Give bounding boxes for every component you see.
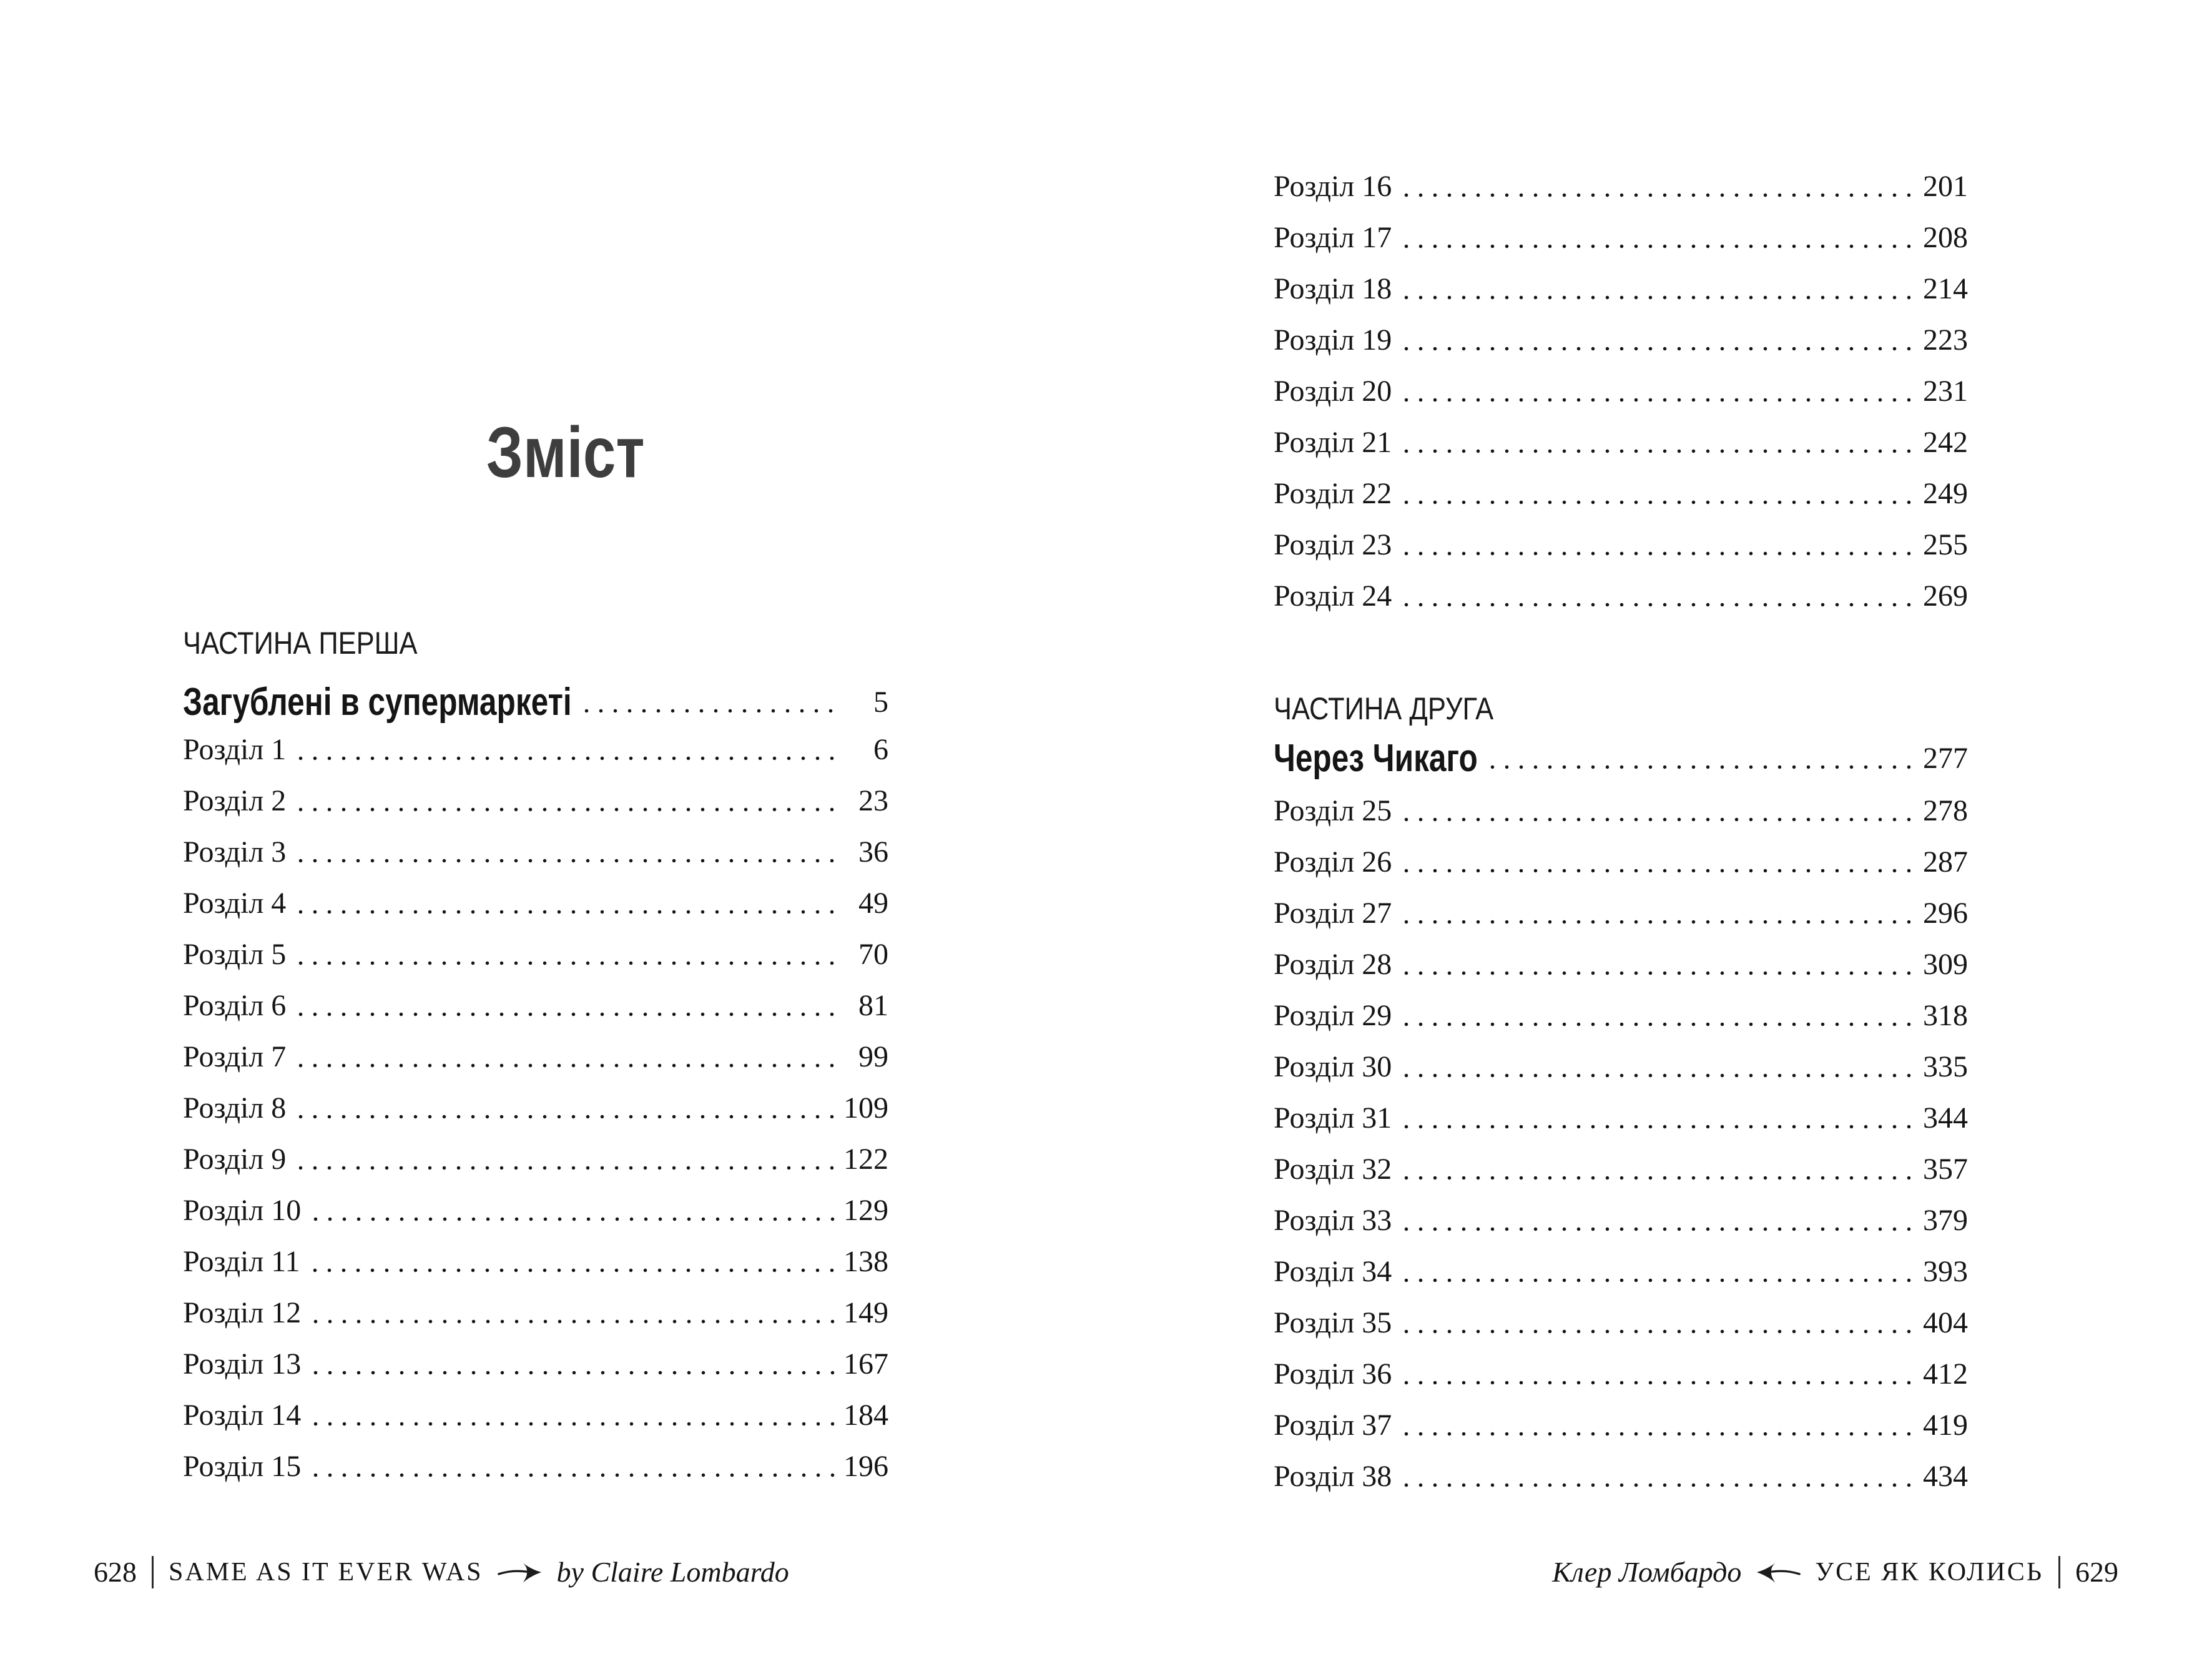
dot-leader [1399,571,1918,622]
toc-entry [183,1287,888,1339]
toc-entry-label: Розділ 17 [1274,221,1392,254]
toc-entry [1274,468,1968,519]
toc-entry-page: 36 [858,835,888,869]
footer-byline: by Claire Lombardo [556,1556,789,1588]
toc-entry-page: 249 [1923,477,1968,510]
toc-entry-page: 138 [843,1245,888,1278]
part-two-title-entry [1274,733,1968,784]
toc-entry-page: 167 [843,1347,888,1381]
toc-entry-label: Розділ 24 [1274,579,1392,613]
toc-entry-label: Розділ 23 [1274,528,1392,561]
dot-leader [293,878,838,929]
toc-entry [1274,315,1968,366]
toc-entry-page: 393 [1923,1255,1968,1288]
dot-leader [1399,263,1918,315]
toc-entry-label: Розділ 15 [183,1450,302,1483]
toc-entry-page: 149 [843,1296,888,1329]
toc-entry-label: Розділ 26 [1274,845,1392,879]
toc-entry-page: 357 [1923,1153,1968,1186]
toc-entry-page: 196 [843,1450,888,1483]
dot-leader [1399,1246,1918,1297]
part-two-label: ЧАСТИНА ДРУГА [1274,691,1494,726]
dot-leader [1399,468,1918,519]
dot-leader [308,1390,838,1441]
toc-entry-page: 109 [843,1091,888,1125]
toc-entry-label: Розділ 29 [1274,999,1392,1032]
toc-entry [1274,1297,1968,1349]
toc-entry-page: 412 [1923,1357,1968,1391]
dot-leader [1399,1451,1918,1502]
toc-entry [1274,366,1968,417]
dot-leader [308,1441,838,1492]
dot-leader [293,1134,838,1185]
toc-entry-label: Розділ 2 [183,784,287,817]
dot-leader [1399,212,1918,263]
dot-leader [308,1287,838,1339]
toc-entry-label: Розділ 14 [183,1399,302,1432]
toc-entry-page: 208 [1923,221,1968,254]
toc-entry [1274,161,1968,212]
dot-leader [1399,939,1918,990]
toc-entry-label: Розділ 9 [183,1143,287,1176]
part-title-label: Через Чикаго [1274,737,1478,780]
toc-entry-page: 223 [1923,323,1968,357]
dot-leader [1399,1400,1918,1451]
part-title-page: 5 [873,686,888,719]
toc-entry [1274,417,1968,468]
toc-entry-page: 269 [1923,579,1968,613]
toc-entry [1274,1400,1968,1451]
left-page-chapter-list [183,724,888,1492]
right-page-chapter-list [1274,785,1968,1502]
toc-entry-label: Розділ 28 [1274,948,1392,981]
toc-entry-page: 278 [1923,794,1968,827]
toc-entry-label: Розділ 38 [1274,1460,1392,1493]
toc-entry-page: 231 [1923,375,1968,408]
toc-entry-page: 309 [1923,948,1968,981]
toc-entry-label: Розділ 6 [183,989,287,1022]
toc-entry-page: 129 [843,1194,888,1227]
toc-entry [1274,990,1968,1041]
toc-entry [1274,1451,1968,1502]
toc-entry [1274,263,1968,315]
toc-entry-page: 201 [1923,170,1968,203]
toc-entry-page: 318 [1923,999,1968,1032]
toc-entry-label: Розділ 7 [183,1040,287,1073]
toc-entry-page: 344 [1923,1101,1968,1135]
dot-leader [293,724,838,775]
dot-leader [1399,1041,1918,1093]
toc-entry-label: Розділ 11 [183,1245,300,1278]
toc-entry [1274,519,1968,571]
toc-entry-label: Розділ 4 [183,887,287,920]
toc-entry [183,827,888,878]
toc-entry-label: Розділ 31 [1274,1101,1392,1135]
toc-entry [1274,571,1968,622]
part-title-page: 277 [1923,742,1968,775]
toc-entry [183,1083,888,1134]
toc-entry [183,878,888,929]
toc-entry-label: Розділ 3 [183,835,287,869]
dot-leader [1399,519,1918,571]
toc-entry [1274,1195,1968,1246]
dot-leader [1485,733,1918,784]
toc-entry-label: Розділ 37 [1274,1409,1392,1442]
contents-title-block [183,413,888,493]
toc-entry [183,1339,888,1390]
toc-entry-page: 404 [1923,1306,1968,1339]
arrow-right-icon [496,1558,544,1587]
toc-entry-label: Розділ 34 [1274,1255,1392,1288]
dot-leader [308,1185,838,1236]
toc-entry [1274,939,1968,990]
toc-entry-page: 242 [1923,426,1968,459]
toc-entry-label: Розділ 32 [1274,1153,1392,1186]
dot-leader [293,1083,838,1134]
toc-entry-label: Розділ 8 [183,1091,287,1125]
footer-divider [152,1556,154,1588]
toc-entry [183,1236,888,1287]
dot-leader [1399,417,1918,468]
right-page-chapter-list-top [1274,161,1968,622]
toc-entry-page: 296 [1923,897,1968,930]
toc-entry-page: 49 [858,887,888,920]
dot-leader [1399,990,1918,1041]
dot-leader [1399,888,1918,939]
toc-entry-label: Розділ 27 [1274,897,1392,930]
toc-entry [1274,888,1968,939]
dot-leader [1399,1093,1918,1144]
toc-entry-label: Розділ 12 [183,1296,302,1329]
toc-entry [1274,1246,1968,1297]
toc-entry [183,1031,888,1083]
dot-leader [1399,161,1918,212]
dot-leader [1399,837,1918,888]
toc-entry-label: Розділ 16 [1274,170,1392,203]
toc-entry-label: Розділ 1 [183,733,287,766]
left-page-footer [94,1550,789,1595]
toc-entry [1274,1144,1968,1195]
toc-entry [183,929,888,980]
toc-entry [183,775,888,827]
arrow-left-icon [1754,1558,1802,1587]
toc-entry-page: 214 [1923,272,1968,305]
dot-leader [293,827,838,878]
toc-entry-label: Розділ 10 [183,1194,302,1227]
part-one-label: ЧАСТИНА ПЕРША [183,626,418,661]
toc-entry-label: Розділ 25 [1274,794,1392,827]
toc-entry-page: 255 [1923,528,1968,561]
toc-entry-page: 335 [1923,1050,1968,1083]
dot-leader [579,677,838,728]
dot-leader [293,929,838,980]
toc-entry-page: 419 [1923,1409,1968,1442]
dot-leader [293,775,838,827]
toc-entry-label: Розділ 19 [1274,323,1392,357]
toc-entry-label: Розділ 13 [183,1347,302,1381]
toc-entry-label: Розділ 35 [1274,1306,1392,1339]
dot-leader [293,980,838,1031]
toc-entry [183,980,888,1031]
toc-entry [1274,212,1968,263]
footer-divider [2058,1556,2060,1588]
toc-entry [183,1390,888,1441]
toc-entry [183,1185,888,1236]
dot-leader [1399,1195,1918,1246]
dot-leader [1399,1144,1918,1195]
part-title-label: Загублені в супермаркеті [183,681,572,724]
toc-entry-page: 99 [858,1040,888,1073]
toc-entry [183,1441,888,1492]
toc-entry [183,1134,888,1185]
dot-leader [1399,315,1918,366]
toc-entry [1274,1041,1968,1093]
toc-entry-label: Розділ 22 [1274,477,1392,510]
footer-book-title-en: SAME AS IT EVER WAS [169,1558,483,1587]
toc-entry-label: Розділ 30 [1274,1050,1392,1083]
toc-entry-page: 81 [858,989,888,1022]
toc-entry [1274,1349,1968,1400]
toc-entry-page: 23 [858,784,888,817]
right-page-footer [1552,1550,2118,1595]
toc-entry-label: Розділ 18 [1274,272,1392,305]
toc-entry-page: 434 [1923,1460,1968,1493]
dot-leader [1399,366,1918,417]
toc-entry-label: Розділ 33 [1274,1204,1392,1237]
toc-entry-label: Розділ 36 [1274,1357,1392,1391]
dot-leader [1399,785,1918,837]
folio-right: 629 [2075,1556,2118,1588]
toc-entry [1274,1093,1968,1144]
footer-author-uk: Клер Ломбардо [1552,1556,1742,1588]
footer-book-title-uk: УСЕ ЯК КОЛИСЬ [1815,1558,2043,1587]
dot-leader [1399,1297,1918,1349]
dot-leader [308,1339,838,1390]
toc-entry-page: 184 [843,1399,888,1432]
folio-left: 628 [94,1556,137,1588]
dot-leader [1399,1349,1918,1400]
page-title: Зміст [486,413,645,493]
toc-entry-page: 379 [1923,1204,1968,1237]
toc-entry-label: Розділ 20 [1274,375,1392,408]
toc-entry-page: 70 [858,938,888,971]
toc-entry-page: 122 [843,1143,888,1176]
toc-entry-page: 6 [873,733,888,766]
toc-entry-page: 287 [1923,845,1968,879]
toc-entry-label: Розділ 21 [1274,426,1392,459]
toc-entry-label: Розділ 5 [183,938,287,971]
dot-leader [293,1031,838,1083]
toc-entry [183,724,888,775]
part-one-title-entry [183,677,888,728]
toc-entry [1274,785,1968,837]
dot-leader [308,1236,838,1287]
toc-entry [1274,837,1968,888]
